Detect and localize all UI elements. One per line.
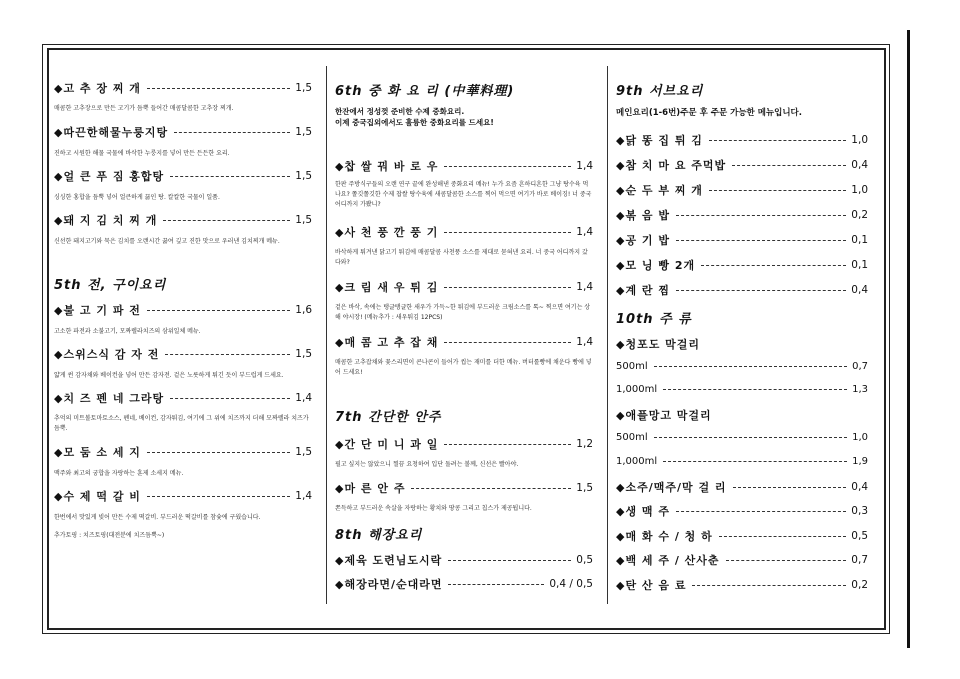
section-subtitle: 한잔에서 정성껏 준비한 수제 중화요리. 이제 중국집외에서도 훌륭한 중화요리를 드세요! (335, 107, 494, 127)
item-price: 1,0 (851, 134, 868, 146)
menu-item (54, 124, 312, 140)
item-price: 1,5 (295, 446, 312, 458)
item-name: ◆얼 큰 푸 짐 홍합탕 (54, 170, 165, 183)
menu-item (54, 212, 312, 228)
item-price: 0,4 (851, 481, 868, 493)
item-name: ◆모 둠 소 세 지 (54, 446, 141, 459)
item-name: ◆크 림 새 우 튀 김 (335, 281, 439, 294)
menu-item (616, 577, 868, 593)
item-price: 1,5 (295, 82, 312, 94)
menu-item (54, 346, 312, 362)
menu-item (54, 80, 312, 96)
menu-item (616, 528, 868, 544)
item-description: 진하고 시원한 해물 국물에 바삭한 누룽지를 넣어 만든 든든한 요리. (54, 150, 230, 157)
item-name: ◆매 콤 고 추 잡 채 (335, 336, 439, 349)
menu-item (335, 552, 593, 568)
size-price: 0,7 (852, 361, 868, 372)
item-name: ◆공 기 밥 (616, 234, 670, 247)
item-price: 1,0 (851, 184, 868, 196)
item-price: 1,5 (576, 482, 593, 494)
page-edge-bar (907, 30, 910, 648)
menu-item (616, 232, 868, 248)
menu-item (616, 552, 868, 568)
item-price: 0,4 / 0,5 (549, 578, 593, 590)
item-name: ◆간 단 미 니 과 일 (335, 438, 439, 451)
item-name: ◆찹 쌀 꿔 바 로 우 (335, 160, 439, 173)
section-title: 5th 전, 구이요리 (54, 278, 167, 293)
item-name: ◆돼 지 김 치 찌 개 (54, 214, 158, 227)
size-row (616, 456, 868, 467)
item-name: ◆고 추 장 찌 개 (54, 82, 141, 95)
menu-item (54, 390, 312, 406)
menu-item (54, 168, 312, 184)
item-price: 1,4 (295, 490, 312, 502)
size-row (616, 361, 868, 372)
size-label: 1,000ml (616, 456, 658, 467)
item-price: 0,1 (851, 259, 868, 271)
item-name: ◆따끈한해물누룽지탕 (54, 126, 169, 139)
menu-item (616, 282, 868, 298)
item-description: 겉은 바삭, 속에는 탱글탱글한 새우가 가득~한 튀김에 부드러운 크림소스를 톡~ 찍으면 여기는 상해 야시장! (메뉴추가 : 새우튀김 12PCS) (335, 304, 591, 321)
menu-item (616, 182, 868, 198)
item-price: 1,5 (295, 214, 312, 226)
section-title: 9th 서브요리 (616, 84, 704, 99)
item-name: ◆스위스식 감 자 전 (54, 348, 160, 361)
item-description: 바삭하게 튀겨낸 닭고기 튀김에 매콤달콤 사천풍 소스를 제대로 묻혀낸 요리. 너 중국 어디까지 갔다와? (335, 249, 588, 266)
menu-item (616, 132, 868, 148)
item-description: 필고 싶지는 않았으니 찔끔 요청하여 입단 돌려는 볼께, 신선은 빨아야. (335, 461, 519, 468)
menu-item (335, 279, 593, 295)
section-title: 8th 해장요리 (335, 528, 423, 543)
item-name: ◆해장라면/순대라면 (335, 578, 443, 591)
column-divider (607, 66, 608, 604)
item-price: 0,4 (851, 284, 868, 296)
item-price: 1,6 (295, 304, 312, 316)
item-description: 한판 주방식구들의 오랜 연구 끝에 완성해낸 중화요리 메뉴! 누가 요즘 흔하디흔한 그냥 탕수육 먹나요? 쫄깃쫄깃한 수제 찹쌀 탕수육에 새콤달콤한 소스를 찍어 먹으면 여기가 바로 베이징! 너 중국 어디까지 가봤니? (335, 181, 592, 208)
item-name: ◆청포도 막걸리 (616, 338, 701, 351)
item-name: ◆볶 음 밥 (616, 209, 670, 222)
item-name: ◆백 세 주 / 산사춘 (616, 554, 720, 567)
topping-note: 추가토핑 : 치즈토핑(대전분에 치즈듬뿍~) (54, 532, 165, 539)
item-price: 1,2 (576, 438, 593, 450)
size-label: 500ml (616, 432, 648, 443)
menu-item (616, 207, 868, 223)
item-description: 싱싱한 홍합을 듬뿍 넣어 얼큰하게 끓인 탕. 칼칼한 국물이 일품. (54, 194, 220, 201)
item-name: ◆수 제 떡 갈 비 (54, 490, 141, 503)
menu-item (54, 444, 312, 460)
item-price: 0,1 (851, 234, 868, 246)
size-label: 1,000ml (616, 384, 658, 395)
menu-item (616, 479, 868, 495)
item-price: 0,2 (851, 579, 868, 591)
menu-item (616, 503, 868, 519)
item-price: 1,4 (295, 392, 312, 404)
item-description: 추억의 미트볼토마토소스, 펜네, 베이컨, 감자튀김, 여기에 그 위에 치즈까지 더해 모짜렐라 치즈가 듬뿍. (54, 415, 309, 432)
item-name: ◆탄 산 음 료 (616, 579, 687, 592)
item-price: 0,3 (851, 505, 868, 517)
item-description: 고소한 파전과 소불고기, 모짜렐라치즈의 삼위일체 메뉴. (54, 328, 201, 335)
item-description: 맥주와 최고의 궁합을 자랑하는 훈제 소세지 메뉴. (54, 470, 184, 477)
item-name: ◆불 고 기 파 전 (54, 304, 141, 317)
menu-item (335, 158, 593, 174)
size-price: 1,3 (852, 384, 868, 395)
menu-item (335, 224, 593, 240)
item-price: 0,5 (851, 530, 868, 542)
item-name: ◆매 화 수 / 청 하 (616, 530, 713, 543)
item-price: 1,5 (295, 126, 312, 138)
item-name: ◆모 닝 빵 2개 (616, 259, 696, 272)
size-row (616, 432, 868, 443)
section-title: 7th 간단한 안주 (335, 410, 442, 425)
menu-item (335, 436, 593, 452)
item-name: ◆제육 도련님도시락 (335, 554, 443, 567)
menu-item (54, 302, 312, 318)
menu-item (335, 480, 593, 496)
section-title: 10th 주 류 (616, 312, 692, 327)
size-price: 1,9 (852, 456, 868, 467)
menu-item (616, 407, 868, 423)
size-label: 500ml (616, 361, 648, 372)
item-name: ◆계 란 찜 (616, 284, 670, 297)
column-divider (326, 66, 327, 604)
item-price: 0,4 (851, 159, 868, 171)
item-name: ◆소주/맥주/막 걸 리 (616, 481, 727, 494)
item-name: ◆순 두 부 찌 개 (616, 184, 703, 197)
item-price: 1,4 (576, 336, 593, 348)
size-row (616, 384, 868, 395)
item-price: 1,4 (576, 226, 593, 238)
item-description: 한번에서 맛있게 빚어 만든 수제 떡갈비. 부드러운 떡갈비를 참숯에 구웠습니다. (54, 514, 261, 521)
item-name: ◆사 천 풍 깐 풍 기 (335, 226, 439, 239)
item-price: 1,5 (295, 170, 312, 182)
item-name: ◆닭 똥 집 튀 김 (616, 134, 703, 147)
item-description: 쫀득하고 부드러운 속살을 자랑하는 황치와 땅콩 그리고 칩스가 제공됩니다. (335, 505, 532, 512)
menu-item (54, 488, 312, 504)
item-name: ◆치 즈 펜 네 그라탕 (54, 392, 165, 405)
section-subtitle: 메인요리(1-6번)주문 후 주문 가능한 메뉴입니다. (616, 108, 802, 118)
item-name: ◆마 른 안 주 (335, 482, 406, 495)
item-price: 0,7 (851, 554, 868, 566)
menu-item (335, 576, 593, 592)
menu-item (335, 334, 593, 350)
item-price: 1,4 (576, 160, 593, 172)
menu-item (616, 257, 868, 273)
item-description: 매콤한 고추잡채와 꽃스리면이 콘나콘이 들어가 씹는 재미를 더한 메뉴. 버터롤빵에 채운다 빵에 넣어 드세요! (335, 359, 592, 376)
item-description: 얇게 썬 감자채와 베이컨을 넣어 만든 감자전. 겉은 노릇하게 튀긴 듯이 부드럽게 드세요. (54, 372, 284, 379)
item-name: ◆참 치 마 요 주먹밥 (616, 159, 727, 172)
item-price: 1,4 (576, 281, 593, 293)
item-name: ◆애플망고 막걸리 (616, 409, 712, 422)
item-price: 1,5 (295, 348, 312, 360)
section-title: 6th 중 화 요 리 (中華料理) (335, 84, 515, 99)
item-description: 신선한 돼지고기와 묵은 김치를 오랜시간 끓여 깊고 진한 맛으로 우러낸 김치찌개 메뉴. (54, 238, 280, 245)
size-price: 1,0 (852, 432, 868, 443)
menu-item (616, 336, 868, 352)
item-price: 0,5 (576, 554, 593, 566)
item-description: 매콤한 고추장으로 만든 고기가 듬뿍 들어간 매콤달콤한 고추장 찌개. (54, 105, 234, 112)
item-name: ◆생 맥 주 (616, 505, 670, 518)
item-price: 0,2 (851, 209, 868, 221)
menu-item (616, 157, 868, 173)
